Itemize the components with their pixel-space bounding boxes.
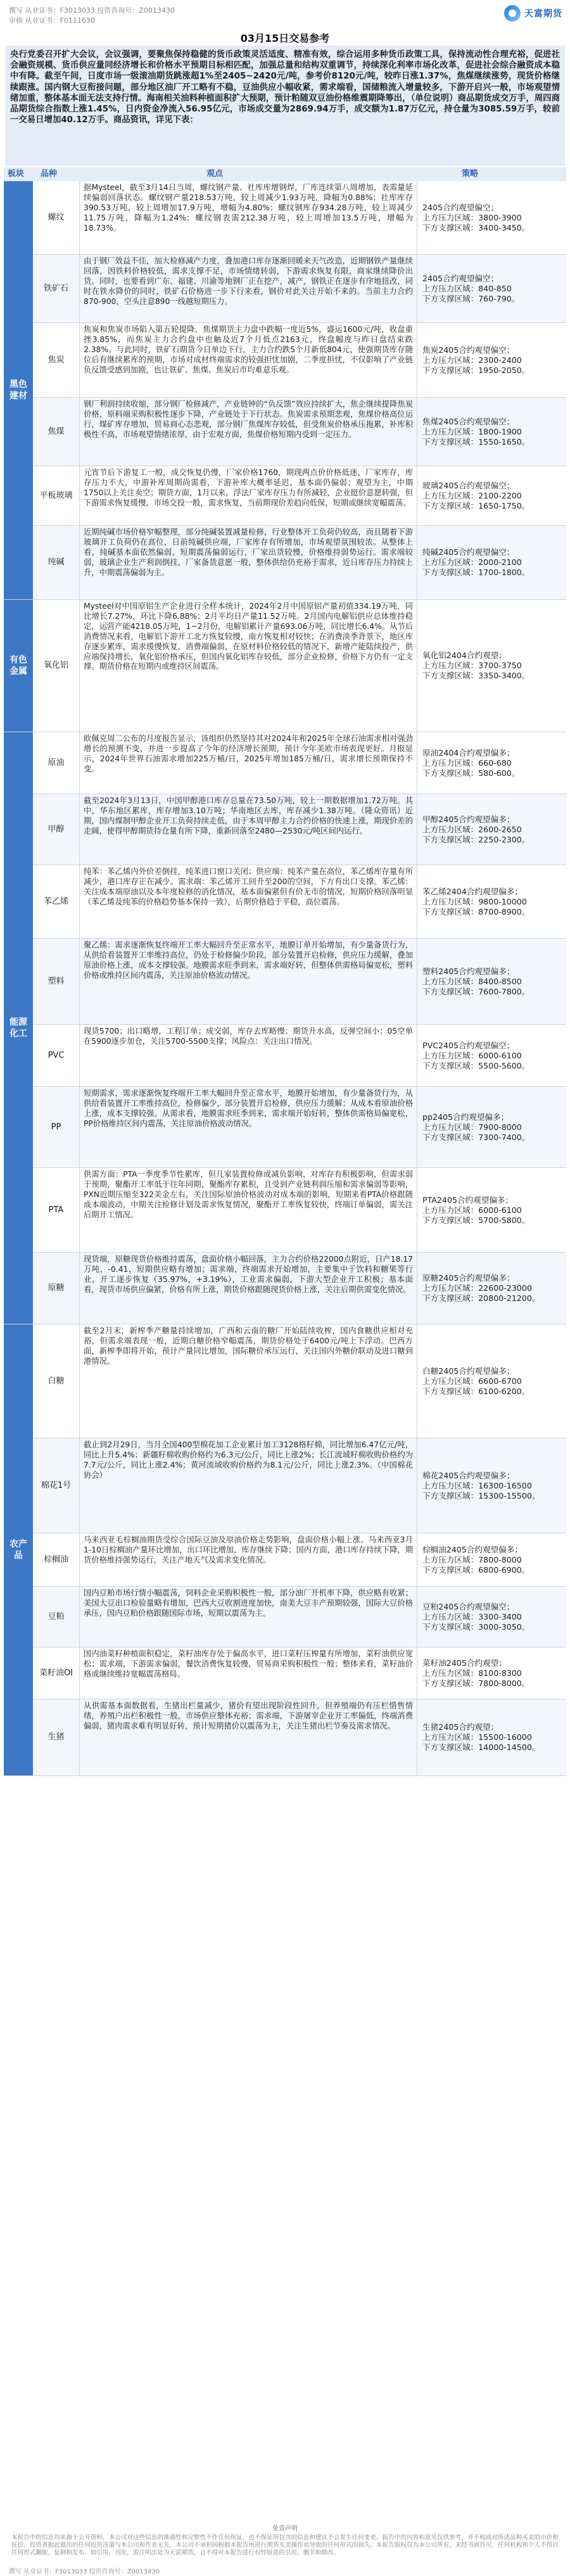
strategy-line: 下方支撑区域：1700-1800。 (422, 568, 530, 577)
view-cell: 短期需求，需求逐渐恢复终端开工率大幅回升至正常水平，地膜开始增加，有少量备货行为，从供给看装置开工率维持高位，检修偏少，部分装置开启检修，供应压力缓解；从成本看原油价格上涨，成本支撑较强。从需求看，地膜需求旺季到来，需求端开始好转，整体供需格局偏宽松，PP价格维持区间内震荡，关注原油价格波动情况。 (80, 1087, 417, 1167)
strategy-line: 下方支撑区域：2250-2300。 (422, 834, 530, 844)
strategy-line: 上方压力区域：6000-6100 (422, 1050, 522, 1060)
strategy-line: 上方压力区域：9800-10000 (422, 896, 527, 906)
table-row (33, 1087, 566, 1168)
sector-label: 能源化工 (4, 732, 33, 1324)
table-row (33, 466, 566, 526)
view-cell: 焦炭和焦炭市场陷入第五轮提降，焦煤期货主力盘中跌幅一度近5%，盛运1600元/吨，收盘重挫3.85%，而焦炭主力合约盘中也触及近7个月低点2163元，终盘幅度与昨日盘结束跌2.38%。与此同时，铁矿石期货今日单边下行，主力合约跌5个月新低804元，使强期货库存随位后有继续累库的预期，市场对成材终端需求的较强担忧加剧，二季度担忧，不仅影响了产业链负反馈受感到加剧，也让铁矿、焦煤、焦炭后市均难意乐观。 (80, 323, 417, 397)
table-row (33, 1699, 566, 1775)
strategy-line: 下方支撑区域：580-600。 (422, 768, 520, 778)
column-header-sector: 板块 (8, 169, 25, 179)
table-row (33, 1025, 566, 1087)
strategy-line: 下方支撑区域：3400-3450。 (422, 222, 530, 232)
variety-cell: 平板玻璃 (33, 466, 80, 525)
variety-cell: PTA (33, 1168, 80, 1252)
table-row (33, 794, 566, 865)
strategy-line: 棕榈油2405合约观望偏多； (422, 1544, 522, 1554)
strategy-line: 原油2404合约观望偏多； (422, 747, 515, 758)
strategy-line: 上方压力区域：660-680 (422, 758, 512, 768)
variety-cell: 甲醇 (33, 794, 80, 865)
strategy-line: 上方压力区域：2100-2200 (422, 490, 522, 500)
strategy-line: PVC2405合约观望偏空； (422, 1040, 515, 1050)
strategy-cell (417, 1647, 566, 1699)
table-row (33, 181, 566, 255)
table-row (33, 1438, 566, 1533)
strategy-line: 上方压力区域：2300-2400 (422, 355, 522, 365)
strategy-line: 白糖2405合约观望偏多； (422, 1366, 515, 1376)
strategy-line: 棉花2405合约观望偏多； (422, 1470, 515, 1480)
table-row (33, 600, 566, 732)
report-header (0, 0, 570, 32)
report-footer (0, 2565, 570, 2576)
disclaimer-title: 免责声明 (272, 2525, 298, 2532)
table-body (4, 181, 566, 1776)
table-row (33, 1168, 566, 1253)
view-cell: Mysteel对中国原铝生产企业进行全样本统计，2024年2月中国原铝产量初值334.19万吨，同比增长7.27%，环比下降6.88%；2月平均日产量11.52万吨。2月国内电解铝供应总体维持稳定，运营产能4218.05万吨，1~2月份，电解铝累计产量693.06万吨，同比增长6.4%。从节后消费情况来看，电解铝下游开工北方恢复较慢，南方恢复相对较快；在消费淡季背景下，地区库存逐步累库，需求缓慢恢复，消费端偏弱，在原材料价格较低的情况下，新增产能陆续投产，供应端保持增长，氧化铝价格承压，但国内氧化铝库存较低，部分企业检修，价格下方仍有一定支撑。期货价格在短期内或维持区间震荡。 (80, 600, 417, 732)
strategy-line: 上方压力区域：2600-2650 (422, 824, 522, 834)
view-cell: 截至2月末，新榨季产糖量持续增加，广西和云南的糖厂开始陆续收榨，国内食糖供应相对充裕，但需求端表现一般，近期白糖价格窄幅震荡，期货价格处于6400元/吨上下浮动。巴西方面，新榨季即将开始，预计产量同比增加，国际糖价承压运行，关注国内外糖价联动及进口糖到港情况。 (80, 1324, 417, 1438)
view-cell: 截至2024年3月13日，中国甲醇港口库存总量在73.50万吨，较上一期数据增加1.72万吨。其中，华东地区累库，库存增加3.10万吨；华南地区去库，库存减少1.38万吨。（隆众资讯）近期，国内煤制甲醇企业开工负荷持续走低，由于本周甲醇主力合约价格的快速上涨，期现价差的走阔，使得甲醇期货持仓量有所下降，重新回落至2480—2530元/吨区间内运行。 (80, 794, 417, 865)
strategy-cell (417, 1253, 566, 1324)
strategy-cell (417, 526, 566, 599)
column-header-variety: 品种 (41, 169, 58, 179)
logo-text: 天富期货 (524, 9, 562, 19)
sector-group (4, 600, 566, 732)
strategy-cell (417, 939, 566, 1024)
strategy-line: 生猪2405合约观望； (422, 1722, 499, 1732)
view-cell: 截止到2月29日，当月全国400型棉花加工企业累计加工3128格籽棉，同比增加6.47亿元/吨，同比上升5.4%；新疆籽棉收购价格约为6.3元/公斤，同比上涨2%；长江流域籽棉收购价格约为7.7元/公斤，同比上涨2.4%；黄河流域收购价格约为8.1元/公斤，同比上涨2.3%。（中国棉花协会） (80, 1438, 417, 1533)
strategy-line: 上方压力区域：840-850 (422, 283, 512, 293)
strategy-line: 上方压力区域：7800-8000 (422, 1554, 522, 1564)
strategy-cell (417, 794, 566, 865)
view-cell: 由于钢厂效益不佳，加大检修减产力度，叠加港口库存逐渐回暖来天气改造，近期钢铁产量继续回落，因铁料价格较低，需求支撑不足，市场情绪转弱，下游需求恢复有限，商家继续降价出货。同时，也要看到广东、福建、川渝等地钢厂正在挖产，减产，钢铁正在逐步有序地扭改，同时在铁水降价的同时，铁矿石价格进一步下行来看，钢价对此关注开始不来的。当前主力合约870-900，空头注意890一线越短期压力。 (80, 255, 417, 322)
view-cell: 国内豆粕市场行情小幅震荡，饲料企业采购积极性一般，部分油厂开机率下降，供应略有收紧；美国大豆出口检验量略有增加，巴西大豆收割进度加快，南美大豆丰产预期较强，国际大豆价格承压，国内豆粕价格跟随国际市场，短期以震荡为主。 (80, 1587, 417, 1647)
table-row (33, 939, 566, 1025)
strategy-line: 上方压力区域：7900-8000 (422, 1122, 522, 1132)
variety-cell: 白糖 (33, 1324, 80, 1438)
sector-group (4, 181, 566, 600)
strategy-line: 玻璃2405合约观望偏空； (422, 480, 515, 490)
strategy-cell (417, 323, 566, 397)
strategy-line: 苯乙烯2404合约观望偏多； (422, 886, 522, 896)
view-cell: 钢厂利润持续收缩，部分钢厂检修减产，产业链钟的“负反馈”效应持续扩大，焦企继续提降焦炭价格，原料端采购积极性逐步下降，产业链处于下行状态。焦炭需求预期悲观，焦煤价格高位运行，煤矿库存增加，贸易商心态悲观，部分钢厂焦煤库存较低，但受焦炭价格承压拖累，补库积极性不高，市场观望情绪浓厚，由于宏观方面，焦煤价格短期内受到一定压力。 (80, 398, 417, 466)
column-header-view: 观点 (206, 169, 224, 179)
market-summary: 央行党委召开扩大会议，会议强调，要聚焦保持稳健的货币政策灵活适度、精准有效，综合运用多种货币政策工具，保持流动性合理充裕，促进社会融资规模、货币供应量同经济增长和价格水平预期目标相匹配，加强总量和结构双重调节，持续深化利率市场化改革，促进社会综合融资成本稳中有降。截至午间，日度市场一级滚油期货跳涨超1%至2405~2420元/吨，参考价8120元/吨，较昨日涨1.37%，焦煤继续涨势，现货价格继续跟涨。国内钢大豆衔接问题，部分地区油厂开工略有不稳，豆油供应小幅收紧，需求端看，国储粮流入增量较多，下游开启兴一般，市场观望情绪加重，整体基本面无法支持行情。海南相关油料种植面积扩大预期，预计粕随双豆油份格维震期降筹出，（单位说明）商品期货成交万手，周四商品期货综合指数上涨1.45%，日内资金净流入56.95亿元，市场成交量为2869.94万手，成交额为1.87万亿元，持仓量为3085.59万手，较前一交易日增加40.12万手。商品资讯，详见下表： (5, 46, 565, 166)
strategy-line: 2405合约观望偏空； (422, 273, 499, 283)
strategy-cell (417, 732, 566, 794)
variety-cell: 铁矿石 (33, 255, 80, 322)
strategy-line: 下方支撑区域：7600-7800。 (422, 986, 530, 996)
strategy-line: 下方支撑区域：14000-14500。 (422, 1742, 540, 1752)
column-header-strategy: 策略 (462, 169, 479, 179)
sector-label: 有色金属 (4, 600, 33, 732)
table-row (33, 1253, 566, 1324)
strategy-line: 焦煤2405合约观望偏空； (422, 416, 515, 426)
strategy-line: 上方压力区域：15500-16000 (422, 1732, 532, 1742)
variety-cell: 塑料 (33, 939, 80, 1024)
analyst-credentials: 撰写 从业证书：F3013033 投资咨询号：Z0013430 (9, 6, 175, 15)
company-logo (504, 4, 562, 23)
strategy-line: 下方支撑区域：8700-8900。 (422, 906, 530, 917)
strategy-cell (417, 1168, 566, 1252)
strategy-cell (417, 1087, 566, 1167)
strategy-line: 上方压力区域：1800-1900 (422, 426, 522, 436)
variety-cell: 氧化铝 (33, 600, 80, 732)
variety-cell: 生猪 (33, 1699, 80, 1775)
strategy-line: 下方支撑区域：7300-7400。 (422, 1132, 530, 1142)
strategy-line: 上方压力区域：8100-8300 (422, 1668, 522, 1678)
variety-cell: 菜籽油OI (33, 1647, 80, 1699)
disclaimer (5, 2524, 565, 2562)
table-header (4, 167, 566, 181)
strategy-line: 下方支撑区域：5500-5600。 (422, 1060, 530, 1070)
strategy-line: 下方支撑区域：20800-21200。 (422, 1293, 540, 1303)
variety-cell: 豆粕 (33, 1587, 80, 1647)
table-row (33, 865, 566, 939)
strategy-line: 上方压力区域：6000-6100 (422, 1205, 522, 1215)
strategy-line: 上方压力区域：3800-3900 (422, 212, 522, 222)
table-row (33, 1324, 566, 1438)
strategy-line: 菜籽油2405合约观望； (422, 1658, 507, 1668)
table-row (33, 1647, 566, 1699)
sector-label: 黑色建材 (4, 181, 33, 599)
view-cell: 元宵节后下游复工一般，成交恢复仍慢，厂家价格1760，期现两点价价格低迷，厂家库存，库存压力不大，中游补库周期尚需看，下游补库大概率延迟，基本面仍偏弱；观望为主，中期1750以上关注卖空；期货方面，1月以来，浮法厂家库存压力有所减轻，企业挺价意愿转强，但下游需求恢复缓慢，市场交投一般，需求恢复，当前期现价差趋向低保，短期或继续宽幅震荡。 (80, 466, 417, 525)
strategy-cell (417, 1324, 566, 1438)
variety-cell: 原糖 (33, 1253, 80, 1324)
strategy-line: 上方压力区域：22600-23000 (422, 1283, 532, 1293)
strategy-line: 上方压力区域：3700-3750 (422, 661, 522, 670)
strategy-line: 2405合约观望偏空； (422, 202, 499, 212)
strategy-line: 上方压力区域：8400-8500 (422, 976, 522, 986)
view-cell: 欧佩克周二公布的月度报告显示，该组织仍然坚持其对2024年和2025年全球石油需求相对强劲增长的预测不变，并进一步提高了今年的经济增长预期，预计今年美欧市场表现更好。月报显示，2024年世界石油需求增加225万桶/日，2025年增加185万桶/日，需求增长预期保持不变。 (80, 732, 417, 794)
view-cell: 纯苯：苯乙烯内外价差倒挂，纯苯进口窗口关闭；供应端：纯苯产量在高位，苯乙烯库存量有所减少，港口库存正在减少。需求端：苯乙烯开工回升至200的空间，下方有出口支撑。苯乙烯：关注成本端原油以及本年度检修的消化情况，基本面偏紧但有价无市的情况，短期价格回落明显（苯乙烯及纯苯的价格趋势基本保持一致），后期价格趋于平稳，高位震荡。 (80, 865, 417, 938)
strategy-cell (417, 1533, 566, 1586)
strategy-line: pp2405合约观望偏多； (422, 1112, 509, 1122)
strategy-line: PTA2405合约观望偏多； (422, 1195, 514, 1205)
strategy-line: 下方支撑区域：1950-2050。 (422, 365, 530, 375)
reference-table (4, 167, 566, 1776)
strategy-cell (417, 1587, 566, 1647)
strategy-line: 上方压力区域：3300-3400 (422, 1611, 522, 1621)
reviewer-credentials: 审核 从业证书：F0111630 (9, 16, 95, 25)
strategy-line: 甲醇2405合约观望偏多； (422, 814, 515, 824)
variety-cell: 螺纹 (33, 181, 80, 254)
strategy-cell (417, 181, 566, 254)
strategy-line: 下方支撑区域：7800-8000。 (422, 1678, 530, 1688)
sector-label: 农产品 (4, 1324, 33, 1775)
strategy-cell (417, 600, 566, 732)
view-cell: 国内油菜籽种植面积稳定，菜籽油库存处于偏高水平，进口菜籽压榨量有所增加，菜籽油供应宽松；需求端，下游需求偏弱，餐饮消费恢复较慢，贸易商采购积极性一般；整体来看，菜籽油价格或继续维持宽幅震荡格局。 (80, 1647, 417, 1699)
variety-cell: 苯乙烯 (33, 865, 80, 938)
strategy-line: 豆粕2405合约观望偏空； (422, 1601, 515, 1611)
strategy-line: 下方支撑区域：6800-6900。 (422, 1564, 530, 1575)
variety-cell: 棉花1号 (33, 1438, 80, 1533)
page-title: 03月15日交易参考 (240, 32, 330, 44)
variety-cell: 原油 (33, 732, 80, 794)
disclaimer-text: 本报告中的信息均来源于公开资料，本公司对这些信息的准确性和完整性不作任何保证，也不保证所包含的信息和建议不会发生任何变更。报告中的内容和意见仅供参考，并不构成对所述品种买卖的出价和征价。投资者据此做出的任何投资决策与本公司和作者无关，本公司不承担因根据本报告所进行期货买卖操作而导致的任何形式的损失。本报告版权仅为本公司所有，未经书面许可，任何机构和个人不得以任何形式翻版、复制和发布。如引用、刊发，需注明出处为天富期货，且不得对本报告进行有悖原意的引用、删节和修改。 (11, 2534, 559, 2556)
table-row (33, 526, 566, 599)
variety-cell: 焦炭 (33, 323, 80, 397)
strategy-line: 纯碱2405合约观望偏空； (422, 547, 515, 557)
sector-group (4, 732, 566, 1324)
logo-icon (504, 5, 521, 22)
strategy-line: 下方支撑区域：1650-1750。 (422, 500, 530, 511)
view-cell: 据Mysteel，截至3月14日当周，螺纹钢产量、社库库增钢焊，厂库连续第八周增加，表需量延续偏弱回落状态。螺纹钢产量218.53万吨，较上周减少1.93万吨，降幅为0.88%；社库库存390.53万吨，较上周增加17.9万吨，增幅为4.80%；螺纹钢库存934.28万吨，较上周减少11.75万吨，降幅为1.24%；螺纹钢表需212.38万吨，较上周增加13.5万吨，增幅为18.73%。 (80, 181, 417, 254)
view-cell: 近期纯碱市场价格窄幅整理，部分纯碱装置减量检修，行业整体开工负荷仍较高，而且随着下游玻璃开工负荷仍在高位，日前纯碱供应端，厂家库存有所增加，市场观望氛围较浓。从整体上看，纯碱基本面依然偏弱，短期震荡偏弱运行，厂家出货较慢，价格维持弱势运行。需求端较弱，玻璃企业生产利润倒挂，厂家备货意愿一般，整体供给仍充裕于需求，近日库存压力持续上升，中期震荡偏弱为主。 (80, 526, 417, 599)
variety-cell: PP (33, 1087, 80, 1167)
table-row (33, 398, 566, 466)
strategy-cell (417, 1025, 566, 1086)
strategy-cell (417, 1438, 566, 1533)
strategy-line: 下方支撑区域：15300-15500。 (422, 1490, 540, 1501)
strategy-line: 下方支撑区域：3350-3400。 (422, 671, 530, 680)
variety-cell: 纯碱 (33, 526, 80, 599)
strategy-cell (417, 466, 566, 525)
footer-credentials: 撰写 从业证书：F3013033 投资咨询号：Z0013430 (9, 2568, 160, 2575)
table-row (33, 732, 566, 794)
strategy-cell (417, 255, 566, 322)
strategy-line: 上方压力区域：6600-6700 (422, 1376, 522, 1386)
view-cell: 马来西亚毛棕榈油期货受综合国际豆油及原油价格走势影响，盘面价格小幅上涨。马来西亚3月1-10日棕榈油产量环比增加，出口环比增加，库存继续下降；国内方面，港口库存持续下降，期货价格维持强势运行，关注产地天气及需求变化情况。 (80, 1533, 417, 1586)
strategy-line: 下方支撑区域：6100-6200。 (422, 1386, 530, 1396)
variety-cell: PVC (33, 1025, 80, 1086)
view-cell: 聚乙烯：需求逐渐恢复终端开工率大幅回升至正常水平，地膜订单开始增加，有少量备货行为，从供给看装置开工率维持高位，仍处于检修偏少阶段，部分装置开启检修，供应压力缓解，叠加原油价格上涨，成本支撑较强。地膜需求旺季到来，需求端好转，但整体供需格局偏宽松，塑料价格或维持区间内震荡，关注原油价格波动情况。 (80, 939, 417, 1024)
strategy-line: 上方压力区域：16300-16500 (422, 1480, 532, 1490)
view-cell: 现货端，原糖现货价格维持震荡，盘面价格小幅回落，主力合约价格22000点附近，日产18.17万吨，-0.41，短期供应略有增加；需求端，终端需求开始增加，主要集中于饮料和糖果等行业，开工逐步恢复（35.97%，+3.19%），工业需求偏弱，下游大型企业开工积极；基本面看，现货市场供应偏紧，价格有所上涨，期货价格跟随现货价格上涨，关注后期供需变化情况。 (80, 1253, 417, 1324)
table-row (33, 1587, 566, 1647)
view-cell: 现货5700；出口略增，工程订单；成交弱，库存去库略慢；期货升水高，反弹空间小；05空单在5900逐步加仓，关注5700-5500支撑；风险点：关注出口情况。 (80, 1025, 417, 1086)
strategy-line: 塑料2405合约观望偏多； (422, 966, 515, 976)
table-row (33, 1533, 566, 1587)
strategy-line: 下方支撑区域：760-790。 (422, 293, 520, 303)
strategy-cell (417, 398, 566, 466)
strategy-cell (417, 865, 566, 938)
strategy-line: 上方压力区域：2000-2100 (422, 557, 522, 567)
variety-cell: 焦煤 (33, 398, 80, 466)
strategy-line: 下方支撑区域：5700-5800。 (422, 1215, 530, 1225)
table-row (33, 323, 566, 398)
strategy-line: 焦炭2405合约观望偏空； (422, 345, 515, 355)
strategy-line: 下方支撑区域：1550-1650。 (422, 436, 530, 447)
strategy-line: 下方支撑区域：3000-3050。 (422, 1621, 530, 1632)
sector-group (4, 1324, 566, 1776)
view-cell: 从供需基本面数据看，生猪出栏量减少，猪价有望出现阶段性回升，但养殖端仍有压栏惜售情绪，养殖户出栏积极性一般，市场供应整体充裕；需求端，下游屠宰企业开工率偏低，终端消费偏弱，猪肉需求难有明显好转，预计短期猪价以震荡为主，关注生猪出栏节奏及需求情况。 (80, 1699, 417, 1775)
strategy-line: 氧化铝2404合约观望； (422, 650, 507, 660)
view-cell: 供需方面：PTA一季度季节性累库，但几家装置检修或减负影响，对库存有积极影响，但需求弱于预期，聚酯开工率低于往年同期，聚酯库存累积，且受到产业链利润压缩和需求偏弱等影响，PXN近期压缩至322美金左右，关注国际原油价格波动对成本端的影响，短期来看PTA价格跟随成本端波动，中期关注检修计划及需求恢复情况，聚酯开工率恢复较快，终端订单偏弱，需关注后期开工情况。 (80, 1168, 417, 1252)
variety-cell: 棕榈油 (33, 1533, 80, 1586)
strategy-line: 原糖2405合约观望偏多； (422, 1273, 515, 1283)
strategy-cell (417, 1699, 566, 1775)
table-row (33, 255, 566, 323)
